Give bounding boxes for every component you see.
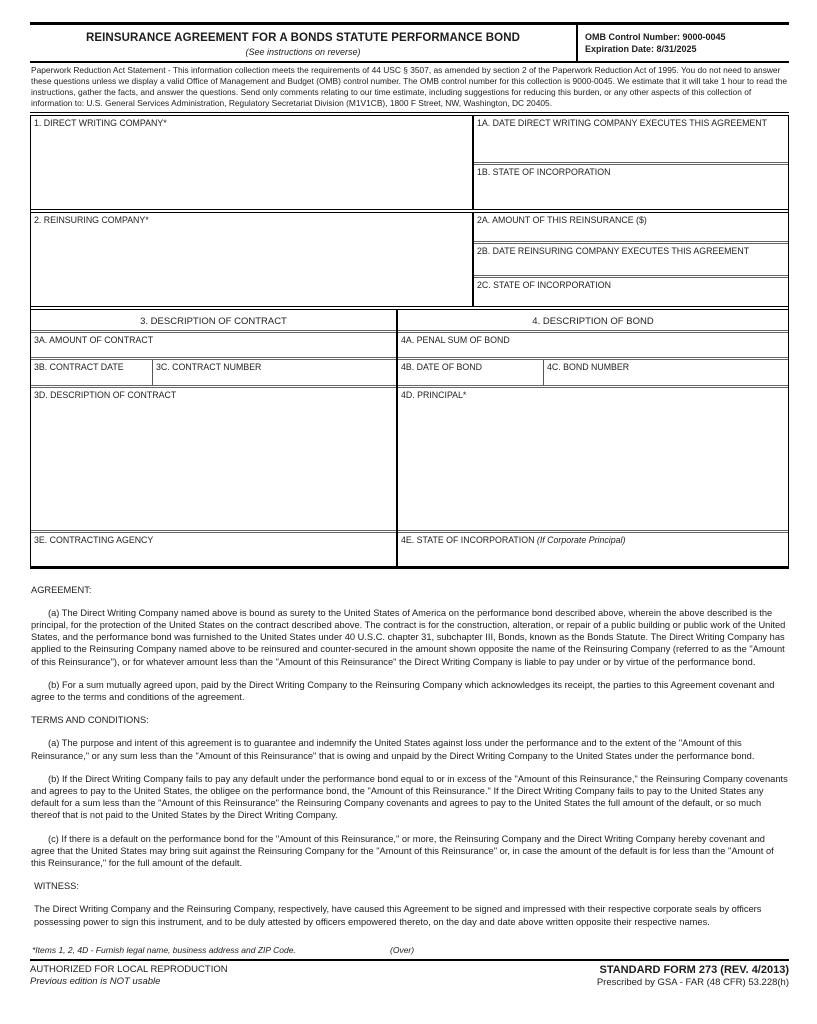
prescribed-by: Prescribed by GSA - FAR (48 CFR) 53.228(h) <box>596 976 789 988</box>
section-4-description-of-bond <box>398 310 788 566</box>
form-page <box>30 22 789 988</box>
witness-heading: WITNESS: <box>34 881 79 892</box>
field-1-direct-writing-company[interactable] <box>31 116 474 209</box>
section-4-header: 4. DESCRIPTION OF BOND <box>398 310 788 333</box>
paperwork-reduction-statement: Paperwork Reduction Act Statement - This information collection meets the requirements of 44 USC § 3507, as amended by section 2 of the Paperwork Reduction Act of 1995. You do not need to answer these questions unless we display a valid Office of Management and Budget (OMB) control number. The OMB control number for this collection is 9000-0045. We estimate that it will take 1 hour to read the instructions, gather the facts, and answer the questions. Send only comments relating to our time estimate, including suggestions for reducing this burden, or any other aspects of this collection of information to: U.S. General Services Administration, Regulatory Secretariat Division (M1V1CB), 1800 F Street, NW, Washington, DC 20405. <box>30 63 789 116</box>
field-4e-label: 4E. STATE OF INCORPORATION (If Corporate Principal) <box>401 534 626 545</box>
field-3b-label: 3B. CONTRACT DATE <box>34 361 124 372</box>
field-1b-state-of-incorporation[interactable] <box>474 165 788 209</box>
row-4b-4c <box>398 360 788 388</box>
row-1-right-column <box>474 116 788 209</box>
row-2 <box>31 213 788 310</box>
field-4e-note: (If Corporate Principal) <box>536 534 626 545</box>
field-4b-date-of-bond[interactable] <box>398 360 544 385</box>
form-title: REINSURANCE AGREEMENT FOR A BONDS STATUTE PERFORMANCE BOND <box>85 32 521 44</box>
sections-3-4 <box>31 310 788 566</box>
field-2a-amount-of-reinsurance[interactable] <box>474 213 788 244</box>
field-4c-bond-number[interactable] <box>544 360 788 385</box>
field-2-label: 2. REINSURING COMPANY* <box>34 214 149 225</box>
field-1a-date-executes[interactable] <box>474 116 788 165</box>
field-2b-label: 2B. DATE REINSURING COMPANY EXECUTES THIS AGREEMENT <box>477 245 750 256</box>
omb-expiration-date: Expiration Date: 8/31/2025 <box>585 44 697 54</box>
field-2-reinsuring-company[interactable] <box>31 213 474 306</box>
form-fields-table <box>30 116 789 569</box>
agreement-body <box>30 569 789 928</box>
field-3e-label: 3E. CONTRACTING AGENCY <box>34 534 154 545</box>
field-2a-label: 2A. AMOUNT OF THIS REINSURANCE ($) <box>477 214 647 225</box>
field-1-label: 1. DIRECT WRITING COMPANY* <box>34 117 167 128</box>
standard-form-number: STANDARD FORM 273 (REV. 4/2013) <box>599 963 789 976</box>
field-3b-contract-date[interactable] <box>31 360 153 385</box>
field-3a-label: 3A. AMOUNT OF CONTRACT <box>34 334 154 345</box>
over-note: (Over) <box>390 944 415 955</box>
field-2b-date-executes[interactable] <box>474 244 788 278</box>
terms-para-c: (c) If there is a default on the performance bond for the "Amount of this Reinsurance," or more, the Reinsuring Company and the Direct Writing Company hereby covenant and agree that the United States may bring suit against the Reinsuring Company for the "Amount of this Reinsurance" or, in case the amount of the default is for less than the "Amount of this Reinsurance," for the full amount of the default. <box>31 833 774 869</box>
omb-control-number: OMB Control Number: 9000-0045 <box>585 32 726 42</box>
terms-para-a: (a) The purpose and intent of this agreement is to guarantee and indemnify the United States against loss under the performance and to the extent of the "Amount of this Reinsurance," or any sum less than the "Amount of this Reinsurance" that is owing and unpaid by the Direct Writing Company to the United States under the performance bond. <box>31 738 755 761</box>
section-3-description-of-contract <box>31 310 398 566</box>
row-3b-3c <box>31 360 396 388</box>
field-4a-label: 4A. PENAL SUM OF BOND <box>401 334 510 345</box>
field-2c-state-of-incorporation[interactable] <box>474 278 788 306</box>
previous-edition-note: Previous edition is NOT usable <box>30 975 161 987</box>
agreement-para-b: (b) For a sum mutually agreed upon, paid by the Direct Writing Company to the Reinsuring Company which acknowledges its receipt, the parties to this Agreement covenant and agree to the terms and conditions of the agreement. <box>31 679 775 703</box>
field-4e-state-of-incorporation[interactable] <box>398 533 788 566</box>
omb-box <box>576 25 789 61</box>
section-3-header: 3. DESCRIPTION OF CONTRACT <box>31 310 396 333</box>
form-header <box>30 22 789 63</box>
field-3d-label: 3D. DESCRIPTION OF CONTRACT <box>34 389 177 400</box>
field-4a-penal-sum-of-bond[interactable] <box>398 333 788 360</box>
terms-heading: TERMS AND CONDITIONS: <box>31 715 149 726</box>
form-footer <box>30 961 789 988</box>
witness-para: The Direct Writing Company and the Reinsuring Company, respectively, have caused this Agreement to be signed and impressed with their respective corporate seals by officers possessing power to sign this instrument, and to be duly attested by officers empowered thereto, on the day and date above written opposite their respective names. <box>34 904 762 927</box>
agreement-para-a: (a) The Direct Writing Company named above is bound as surety to the United States of America on the performance bond described above, wherein the above described is the principal, for the protection of the United States on the contract described above. The contract is for the construction, alteration, or repair of a public building or public work of the United States, and the performance bond was furnished to the United States under 40 U.S.C. chapter 31, subchapter III, Bonds, known as the Bonds Statute. The Direct Writing Company has applied to the Reinsuring Company named above to be reinsured and counter-secured in the amount shown opposite the name of the Reinsuring Company (referred to as the "Amount of this Reinsurance"), or for whatever amount less than the "Amount of this Reinsurance" the Direct Writing Company is liable to pay under or by virtue of the performance bond. <box>31 607 786 667</box>
field-4d-label: 4D. PRINCIPAL* <box>401 389 467 400</box>
field-2c-label: 2C. STATE OF INCORPORATION <box>477 279 611 290</box>
field-3a-amount-of-contract[interactable] <box>31 333 396 360</box>
field-3c-label: 3C. CONTRACT NUMBER <box>156 361 262 372</box>
row-1 <box>31 116 788 213</box>
footer-left <box>30 964 228 988</box>
form-subtitle: (See instructions on reverse) <box>245 47 361 57</box>
footer-right <box>597 964 789 988</box>
field-3d-description-of-contract[interactable] <box>31 388 396 533</box>
field-4d-principal[interactable] <box>398 388 788 533</box>
field-4c-label: 4C. BOND NUMBER <box>547 361 630 372</box>
field-4b-label: 4B. DATE OF BOND <box>401 361 482 372</box>
agreement-heading: AGREEMENT: <box>31 584 92 595</box>
row-2-right-column <box>474 213 788 306</box>
title-block <box>30 25 576 61</box>
footnote-row <box>30 939 789 961</box>
field-1a-label: 1A. DATE DIRECT WRITING COMPANY EXECUTES THIS AGREEMENT <box>477 117 768 128</box>
field-3e-contracting-agency[interactable] <box>31 533 396 566</box>
field-1b-label: 1B. STATE OF INCORPORATION <box>477 166 611 177</box>
authorized-reproduction: AUTHORIZED FOR LOCAL REPRODUCTION <box>30 963 228 975</box>
field-3c-contract-number[interactable] <box>153 360 396 385</box>
footnote-items: *Items 1, 2, 4D - Furnish legal name, business address and ZIP Code. <box>32 944 296 955</box>
terms-para-b: (b) If the Direct Writing Company fails to pay any default under the performance bond equal to or in excess of the "Amount of this Reinsurance," the Reinsuring Company covenants and agrees to pay to the United States, the obligee on the performance bond, the "Amount of this Reinsurance." If the Direct Writing Company fails to pay to the United States any default for a sum less than the "Amount of this Reinsurance" the Reinsuring Company covenants and agrees to pay to the United States the full amount of the default, or so much thereof that is not paid to the United States by the Direct Writing Company. <box>31 773 788 821</box>
